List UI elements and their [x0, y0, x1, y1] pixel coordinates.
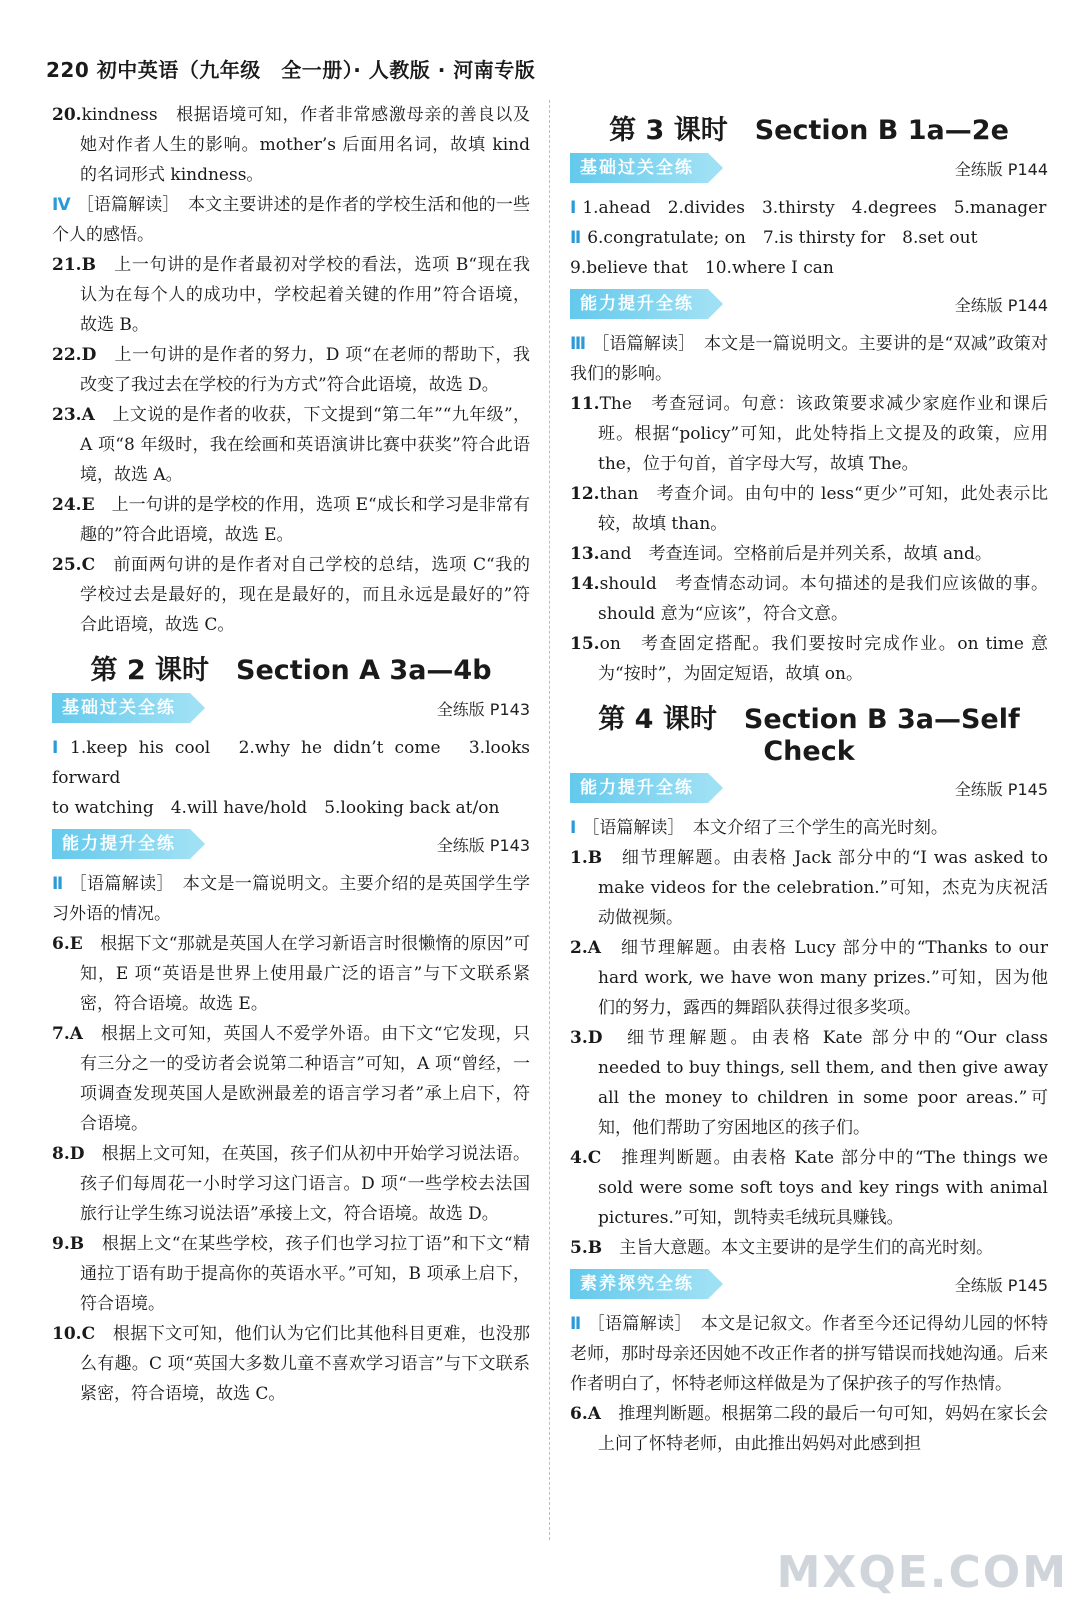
roman-numeral: Ⅰ [570, 198, 577, 218]
answer-line: 9.believe that 10.where I can [570, 258, 834, 278]
answer-item: 10.C 根据下文可知，他们认为它们比其他科目更难，也没那么有趣。C 项“英国大多数儿童不喜欢学习语言”与下文联系紧密，符合语境，故选 C。 [52, 1324, 530, 1404]
section-tag: 能力提升全练 [570, 289, 708, 319]
answer-line: Ⅰ 1.keep his cool 2.why he didn’t come 3.looks forward [52, 738, 531, 788]
answer-item: 13.and 考查连词。空格前后是并列关系，故填 and。 [570, 544, 992, 564]
page-header: 220 初中英语（九年级 全一册）· 人教版 · 河南专版 [46, 58, 536, 82]
page-reference: 全练版 P145 [954, 1275, 1048, 1295]
section-bar [570, 153, 1048, 183]
roman-numeral: Ⅳ [52, 195, 71, 215]
answer-item: 6.E 根据下文“那就是英国人在学习新语言时很懒惰的原因”可知，E 项“英语是世界上使用最广泛的语言”与下文联系紧密，符合语境。故选 E。 [52, 934, 530, 1014]
roman-numeral: Ⅱ [570, 228, 582, 248]
passage-note: Ⅲ ［语篇解读］ 本文是一篇说明文。主要讲的是“双减”政策对我们的影响。 [570, 334, 1048, 384]
answer-line: Ⅱ 6.congratulate; on 7.is thirsty for 8.set out [570, 228, 978, 248]
answer-item: 4.C 推理判断题。由表格 Kate 部分中的“The things we sold were some soft toys and key rings with animal pictures.”可知，凯特卖毛绒玩具赚钱。 [570, 1148, 1048, 1228]
roman-numeral: Ⅰ [570, 818, 577, 838]
answer-item: 14.should 考查情态动词。本句描述的是我们应该做的事。should 意为“应该”，符合文意。 [570, 574, 1048, 624]
answer-item: 3.D 细节理解题。由表格 Kate 部分中的“Our class needed to buy things, sell them, and then give away all the money to children in some poor areas.”可知，他们帮助了穷困地区的孩子们。 [570, 1028, 1048, 1138]
section-bar [52, 693, 530, 723]
answer-line: Ⅰ 1.ahead 2.divides 3.thirsty 4.degrees 5.manager [570, 198, 1047, 218]
section-bar [52, 829, 530, 859]
answer-item: 23.A 上文说的是作者的收获，下文提到“第二年”“九年级”，A 项“8 年级时，我在绘画和英语演讲比赛中获奖”符合此语境，故选 A。 [52, 405, 530, 485]
right-column [570, 100, 1048, 1459]
roman-numeral: Ⅱ [570, 1314, 582, 1334]
answer-item: 5.B 主旨大意题。本文主要讲的是学生们的高光时刻。 [570, 1238, 994, 1258]
answer-item: 7.A 根据上文可知，英国人不爱学外语。由下文“它发现，只有三分之一的受访者会说第二种语言”可知，A 项“曾经，一项调查发现英国人是欧洲最差的语言学习者”承上启下，符合语境。 [52, 1024, 530, 1134]
section-tag: 基础过关全练 [52, 693, 190, 723]
answer-item: 20.kindness 根据语境可知，作者非常感激母亲的善良以及她对作者人生的影响。mother’s 后面用名词，故填 kind 的名词形式 kindness。 [52, 105, 530, 185]
lesson-title: 第 2 课时 Section A 3a—4b [90, 655, 492, 686]
answer-item: 25.C 前面两句讲的是作者对自己学校的总结，选项 C“我的学校过去是最好的，现在是最好的，而且永远是最好的”符合此语境，故选 C。 [52, 555, 530, 635]
passage-note: Ⅳ ［语篇解读］ 本文主要讲述的是作者的学校生活和他的一些个人的感悟。 [52, 195, 530, 245]
passage-note: Ⅱ ［语篇解读］ 本文是一篇说明文。主要介绍的是英国学生学习外语的情况。 [52, 874, 531, 924]
section-bar [570, 1269, 1048, 1299]
section-tag: 能力提升全练 [570, 773, 708, 803]
page-reference: 全练版 P143 [436, 699, 530, 719]
section-tag: 素养探究全练 [570, 1269, 708, 1299]
answer-item: 21.B 上一句讲的是作者最初对学校的看法，选项 B“现在我认为在每个人的成功中，学校起着关键的作用”符合语境，故选 B。 [52, 255, 530, 335]
answer-item: 9.B 根据上文“在某些学校，孩子们也学习拉丁语”和下文“精通拉丁语有助于提高你的英语水平。”可知，B 项承上启下，符合语境。 [52, 1234, 530, 1314]
passage-note: Ⅰ ［语篇解读］ 本文介绍了三个学生的高光时刻。 [570, 818, 948, 838]
passage-note: Ⅱ ［语篇解读］ 本文是记叙文。作者至今还记得幼儿园的怀特老师，那时母亲还因她不改正作者的拼写错误而找她沟通。后来作者明白了，怀特老师这样做是为了保护孩子的写作热情。 [570, 1314, 1049, 1394]
left-column [52, 100, 530, 1409]
answer-item: 1.B 细节理解题。由表格 Jack 部分中的“I was asked to make videos for the celebration.”可知，杰克为庆祝活动做视频。 [570, 848, 1048, 928]
answer-item: 24.E 上一句讲的是学校的作用，选项 E“成长和学习是非常有趣的”符合此语境，故选 E。 [52, 495, 530, 545]
section-tag: 能力提升全练 [52, 829, 190, 859]
section-bar [570, 773, 1048, 803]
roman-numeral: Ⅲ [570, 334, 587, 354]
column-divider [549, 100, 550, 1540]
answer-line: to watching 4.will have/hold 5.looking back at/on [52, 798, 500, 818]
answer-item: 2.A 细节理解题。由表格 Lucy 部分中的“Thanks to our hard work, we have won many prizes.”可知，因为他们的努力，露西的舞蹈队获得过很多奖项。 [570, 938, 1048, 1018]
page-reference: 全练版 P144 [954, 295, 1048, 315]
watermark-logo: MXQE.COM [776, 1547, 1068, 1598]
page-reference: 全练版 P145 [954, 779, 1048, 799]
answer-item: 15.on 考查固定搭配。我们要按时完成作业。on time 意为“按时”，为固定短语，故填 on。 [570, 634, 1048, 684]
page-reference: 全练版 P144 [954, 159, 1048, 179]
roman-numeral: Ⅰ [52, 738, 65, 758]
answer-item: 6.A 推理判断题。根据第二段的最后一句可知，妈妈在家长会上问了怀特老师，由此推出妈妈对此感到担 [570, 1404, 1048, 1454]
answer-item: 22.D 上一句讲的是作者的努力，D 项“在老师的帮助下，我改变了我过去在学校的行为方式”符合此语境，故选 D。 [52, 345, 530, 395]
lesson-title: 第 4 课时 Section B 3a—Self Check [598, 704, 1020, 767]
section-tag: 基础过关全练 [570, 153, 708, 183]
page-reference: 全练版 P143 [436, 835, 530, 855]
lesson-title: 第 3 课时 Section B 1a—2e [609, 115, 1009, 146]
answer-item: 11.The 考查冠词。句意：该政策要求减少家庭作业和课后班。根据“policy”可知，此处特指上文提及的政策，应用 the，位于句首，首字母大写，故填 The。 [570, 394, 1048, 474]
roman-numeral: Ⅱ [52, 874, 64, 894]
answer-item: 8.D 根据上文可知，在英国，孩子们从初中开始学习说法语。孩子们每周花一小时学习这门语言。D 项“一些学校去法国旅行让学生练习说法语”承接上文，符合语境。故选 D。 [52, 1144, 530, 1224]
section-bar [570, 289, 1048, 319]
answer-item: 12.than 考查介词。由句中的 less“更少”可知，此处表示比较，故填 than。 [570, 484, 1048, 534]
